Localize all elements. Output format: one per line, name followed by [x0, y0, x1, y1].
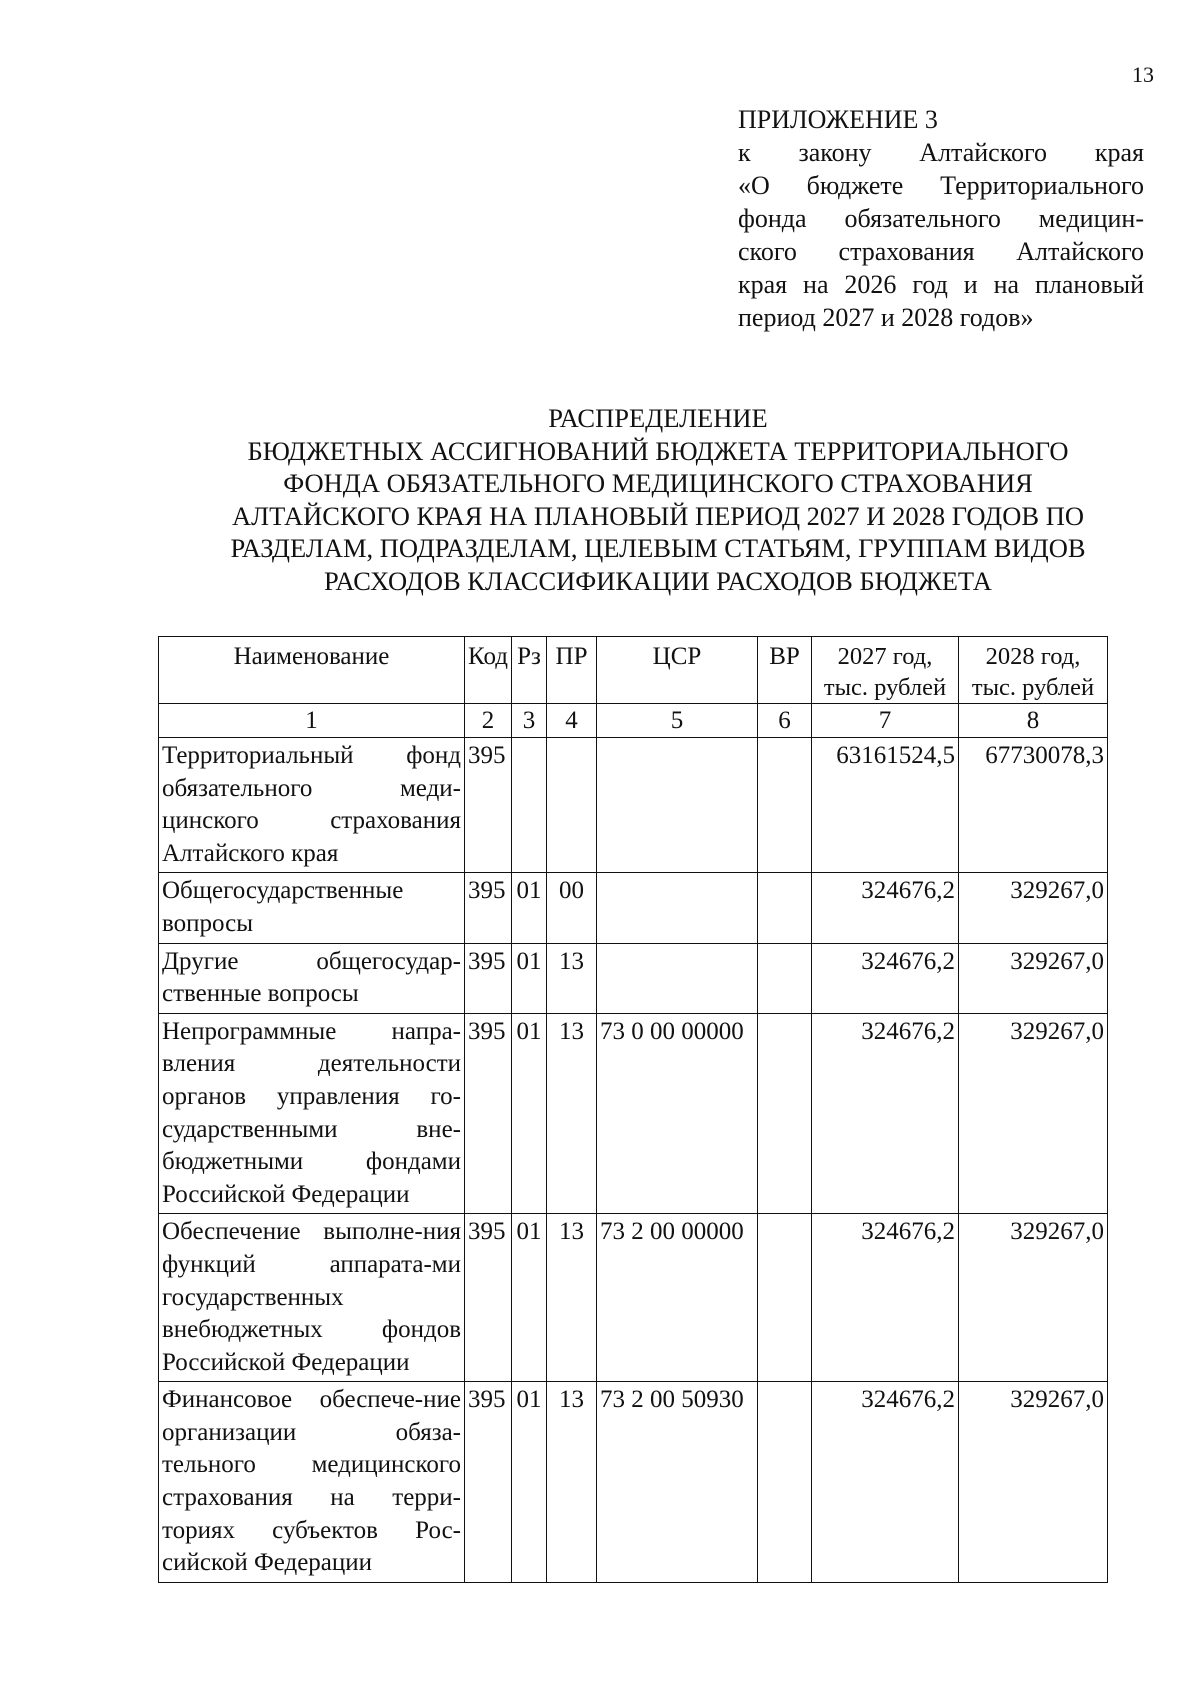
- cell-csr: 73 0 00 00000: [597, 1013, 758, 1214]
- cell-vr: [758, 943, 812, 1013]
- appendix-block: [738, 103, 1144, 334]
- title-line: АЛТАЙСКОГО КРАЯ НА ПЛАНОВЫЙ ПЕРИОД 2027 И 2028 ГОДОВ ПО: [232, 500, 1084, 531]
- table-row: [159, 1214, 1108, 1382]
- cell-rz: 01: [512, 1382, 547, 1583]
- appendix-line: фонда обязательного медицин-: [738, 204, 1144, 233]
- cell-2027: 324676,2: [812, 943, 959, 1013]
- cell-pr: 13: [547, 943, 597, 1013]
- column-index: 6: [758, 704, 812, 738]
- table-row: [159, 1013, 1108, 1214]
- cell-name: Непрограммные напра-вления деятельности органов управления го-сударственными вне-бюджетными фондами Российской Федерации: [159, 1013, 465, 1214]
- cell-rz: 01: [512, 943, 547, 1013]
- title-line: БЮДЖЕТНЫХ АССИГНОВАНИЙ БЮДЖЕТА ТЕРРИТОРИАЛЬНОГО: [247, 435, 1069, 466]
- cell-2027: 324676,2: [812, 1013, 959, 1214]
- cell-csr: [597, 738, 758, 873]
- cell-name: Обеспечение выполне-ния функций аппарата-ми государственных внебюджетных фондов Российской Федерации: [159, 1214, 465, 1382]
- column-index: 8: [959, 704, 1108, 738]
- cell-pr: 13: [547, 1382, 597, 1583]
- cell-2027: 324676,2: [812, 1214, 959, 1382]
- header-kod: Код: [465, 637, 512, 704]
- table-row: [159, 738, 1108, 873]
- header-vr: ВР: [758, 637, 812, 704]
- title-line: РАСПРЕДЕЛЕНИЕ: [548, 403, 768, 433]
- cell-vr: [758, 873, 812, 943]
- table-row: [159, 943, 1108, 1013]
- title-line: ФОНДА ОБЯЗАТЕЛЬНОГО МЕДИЦИНСКОГО СТРАХОВАНИЯ: [283, 468, 1033, 498]
- cell-2027: 324676,2: [812, 1382, 959, 1583]
- cell-2028: 329267,0: [959, 1382, 1108, 1583]
- document-title: [150, 402, 1166, 597]
- cell-name: Территориальный фонд обязательного меди-цинского страхования Алтайского края: [159, 738, 465, 873]
- column-index: 1: [159, 704, 465, 738]
- header-csr: ЦСР: [597, 637, 758, 704]
- cell-2028: 329267,0: [959, 1013, 1108, 1214]
- cell-pr: 13: [547, 1214, 597, 1382]
- page-number: 13: [1132, 62, 1154, 87]
- cell-2027: 63161524,5: [812, 738, 959, 873]
- cell-pr: 00: [547, 873, 597, 943]
- title-line: РАСХОДОВ КЛАССИФИКАЦИИ РАСХОДОВ БЮДЖЕТА: [324, 565, 992, 596]
- column-index: 4: [547, 704, 597, 738]
- header-2027: 2027 год, тыс. рублей: [812, 637, 959, 704]
- cell-2028: 329267,0: [959, 873, 1108, 943]
- cell-name: Другие общегосудар-ственные вопросы: [159, 943, 465, 1013]
- cell-kod: 395: [465, 873, 512, 943]
- column-index: 7: [812, 704, 959, 738]
- cell-kod: 395: [465, 1382, 512, 1583]
- header-2028: 2028 год, тыс. рублей: [959, 637, 1108, 704]
- column-index-row: [159, 704, 1108, 738]
- header-pr: ПР: [547, 637, 597, 704]
- cell-kod: 395: [465, 1013, 512, 1214]
- cell-vr: [758, 738, 812, 873]
- appendix-line: края на 2026 год и на плановый: [738, 270, 1144, 299]
- column-index: 5: [597, 704, 758, 738]
- header-name: Наименование: [159, 637, 465, 704]
- header-rz: Рз: [512, 637, 547, 704]
- cell-pr: [547, 738, 597, 873]
- cell-csr: 73 2 00 50930: [597, 1382, 758, 1583]
- cell-kod: 395: [465, 738, 512, 873]
- appendix-line: к закону Алтайского края: [738, 138, 1144, 167]
- cell-name: Финансовое обеспече-ние организации обяза-тельного медицинского страхования на терри-ториях субъектов Рос-сийской Федерации: [159, 1382, 465, 1583]
- cell-pr: 13: [547, 1013, 597, 1214]
- appendix-line: период 2027 и 2028 годов»: [738, 303, 1034, 332]
- cell-csr: 73 2 00 00000: [597, 1214, 758, 1382]
- cell-rz: 01: [512, 1214, 547, 1382]
- cell-2027: 324676,2: [812, 873, 959, 943]
- cell-kod: 395: [465, 1214, 512, 1382]
- cell-kod: 395: [465, 943, 512, 1013]
- column-index: 2: [465, 704, 512, 738]
- title-line: РАЗДЕЛАМ, ПОДРАЗДЕЛАМ, ЦЕЛЕВЫМ СТАТЬЯМ, ГРУППАМ ВИДОВ: [230, 533, 1086, 563]
- table-row: [159, 1382, 1108, 1583]
- cell-2028: 329267,0: [959, 1214, 1108, 1382]
- appendix-line: ского страхования Алтайского: [738, 237, 1144, 266]
- cell-name: Общегосударственные вопросы: [159, 873, 465, 943]
- cell-rz: 01: [512, 1013, 547, 1214]
- cell-2028: 329267,0: [959, 943, 1108, 1013]
- appendix-line: «О бюджете Территориального: [738, 171, 1144, 200]
- budget-table: [158, 636, 1108, 1583]
- cell-vr: [758, 1214, 812, 1382]
- table-header-row: [159, 637, 1108, 704]
- cell-rz: 01: [512, 873, 547, 943]
- cell-vr: [758, 1382, 812, 1583]
- cell-csr: [597, 873, 758, 943]
- cell-csr: [597, 943, 758, 1013]
- cell-rz: [512, 738, 547, 873]
- table-row: [159, 873, 1108, 943]
- cell-2028: 67730078,3: [959, 738, 1108, 873]
- column-index: 3: [512, 704, 547, 738]
- cell-vr: [758, 1013, 812, 1214]
- appendix-title: ПРИЛОЖЕНИЕ 3: [738, 105, 938, 134]
